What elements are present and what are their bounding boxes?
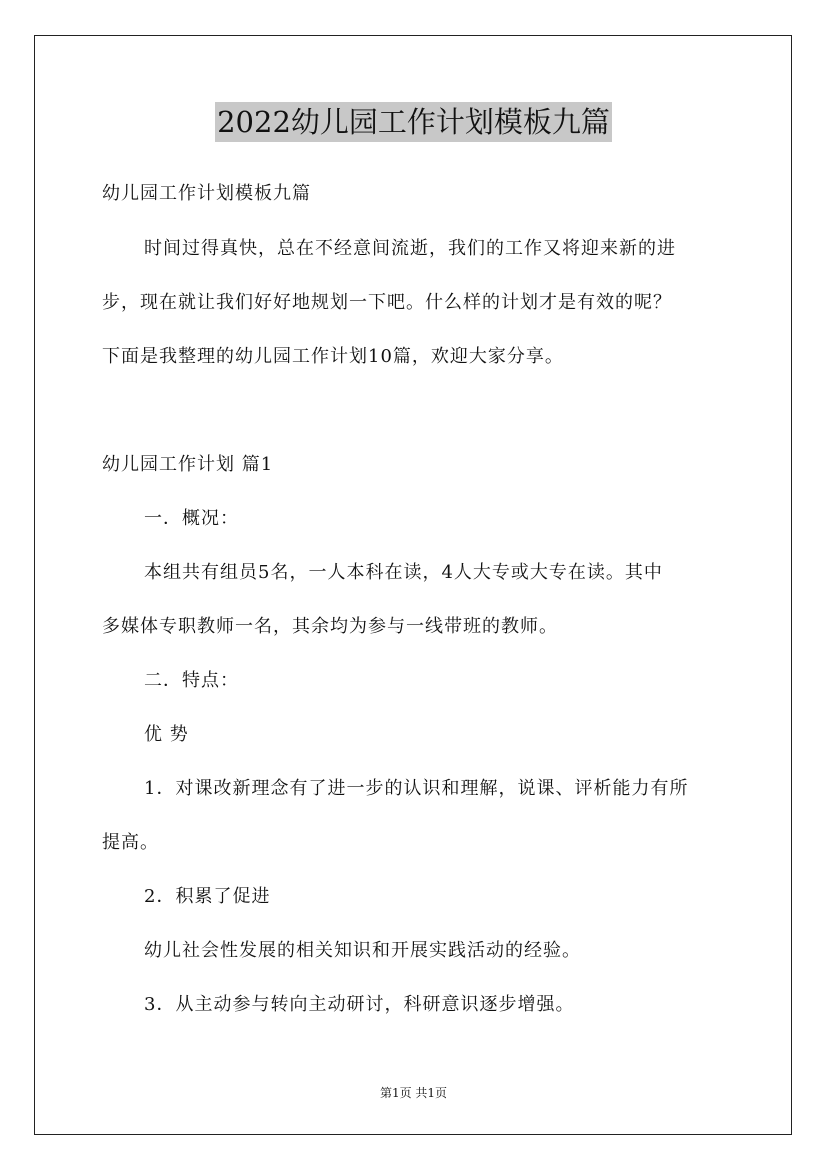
paragraph-line: 步，现在就让我们好好地规划一下吧。什么样的计划才是有效的呢？: [102, 292, 672, 313]
paragraph-line: 一．概况：: [144, 508, 239, 529]
paragraph-line: 2．积累了促进: [144, 886, 271, 907]
paragraph-line: 提高。: [102, 832, 159, 853]
paragraph-line: 本组共有组员5名，一人本科在读，4人大专或大专在读。其中: [144, 562, 663, 583]
paragraph-line: 3．从主动参与转向主动研讨，科研意识逐步增强。: [144, 994, 575, 1015]
subtitle-line: 幼儿园工作计划模板九篇: [102, 183, 311, 204]
paragraph-line: 1．对课改新理念有了进一步的认识和理解，说课、评析能力有所: [144, 778, 689, 799]
paragraph-line: 二．特点：: [144, 670, 239, 691]
title-container: [0, 102, 827, 142]
paragraph-line: 时间过得真快，总在不经意间流逝，我们的工作又将迎来新的进: [144, 238, 676, 259]
document-title: 2022幼儿园工作计划模板九篇: [215, 102, 612, 142]
paragraph-line: 幼儿社会性发展的相关知识和开展实践活动的经验。: [144, 940, 581, 961]
page-footer: 第1页 共1页: [379, 1086, 448, 1100]
paragraph-line: 优 势: [144, 724, 189, 745]
section-heading: 幼儿园工作计划 篇1: [102, 454, 274, 475]
paragraph-line: 多媒体专职教师一名，其余均为参与一线带班的教师。: [102, 616, 558, 637]
paragraph-line: 下面是我整理的幼儿园工作计划10篇，欢迎大家分享。: [102, 346, 564, 367]
